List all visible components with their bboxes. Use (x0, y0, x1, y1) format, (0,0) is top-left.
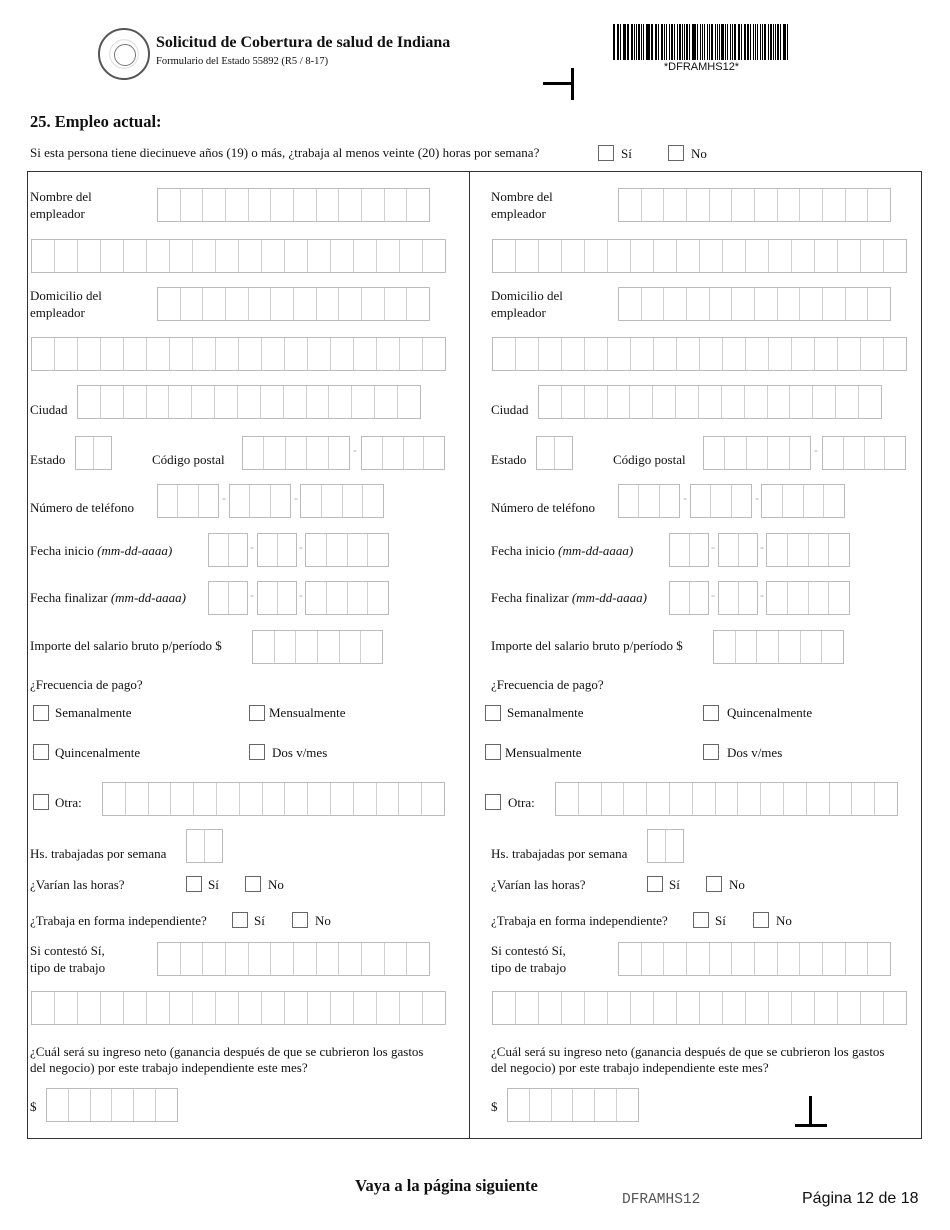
net-income-input-right[interactable] (507, 1088, 639, 1122)
net-income-label: ¿Cuál será su ingreso neto (ganancia después de que se cubrieron los gastos (491, 1044, 885, 1059)
separator-dash: - (353, 443, 357, 457)
zip4-input-right[interactable] (822, 436, 906, 470)
weekly-label: Semanalmente (55, 705, 132, 720)
hours-vary-yes-label: Sí (208, 877, 219, 892)
self-employed-no-label: No (315, 913, 331, 928)
zip-label: Código postal (152, 452, 225, 467)
hours-week-label: Hs. trabajadas por semana (30, 846, 167, 861)
gross-wage-input-left[interactable] (252, 630, 383, 664)
section-title: 25. Empleo actual: (30, 112, 162, 131)
end-year-input-left[interactable] (305, 581, 389, 615)
start-year-input-left[interactable] (305, 533, 389, 567)
next-page-instruction: Vaya a la página siguiente (355, 1176, 538, 1195)
end-month-input-left[interactable] (208, 581, 248, 615)
pay-frequency-label: ¿Frecuencia de pago? (30, 677, 143, 692)
separator-dash: - (760, 540, 764, 554)
monthly-checkbox-left[interactable] (249, 705, 265, 721)
biweekly-label: Quincenalmente (727, 705, 813, 720)
separator-dash: - (294, 491, 298, 505)
work-type-line2-input-left[interactable] (31, 991, 446, 1025)
date-format-hint: (mm-dd-aaaa) (97, 543, 173, 558)
gross-wage-label: Importe del salario bruto p/período $ (30, 638, 222, 653)
employer-address-label-2: empleador (491, 305, 546, 320)
twice-month-label: Dos v/mes (727, 745, 783, 760)
separator-dash: - (755, 491, 759, 505)
net-income-input-left[interactable] (46, 1088, 178, 1122)
employment-no-label: No (691, 146, 707, 161)
separator-dash: - (683, 491, 687, 505)
work-type-input-right[interactable] (618, 942, 891, 976)
phone-area-input-left[interactable] (157, 484, 219, 518)
date-format-hint: (mm-dd-aaaa) (110, 590, 186, 605)
other-checkbox-right[interactable] (485, 794, 501, 810)
date-format-hint: (mm-dd-aaaa) (571, 590, 647, 605)
end-date-label-text: Fecha finalizar (30, 590, 111, 605)
monthly-label: Mensualmente (269, 705, 346, 720)
start-year-input-right[interactable] (766, 533, 850, 567)
zip-input-left[interactable] (242, 436, 350, 470)
state-label: Estado (30, 452, 66, 467)
date-format-hint: (mm-dd-aaaa) (558, 543, 634, 558)
weekly-checkbox-left[interactable] (33, 705, 49, 721)
phone-label: Número de teléfono (491, 500, 595, 515)
self-employed-no-checkbox-left[interactable] (292, 912, 308, 928)
twice-month-checkbox-left[interactable] (249, 744, 265, 760)
start-day-input-left[interactable] (257, 533, 297, 567)
city-input-right[interactable] (538, 385, 882, 419)
end-date-label-text: Fecha finalizar (491, 590, 572, 605)
start-date-label (491, 542, 633, 559)
employer-address-input-right[interactable] (618, 287, 891, 321)
monthly-label: Mensualmente (505, 745, 582, 760)
employer-address-line2-input-left[interactable] (31, 337, 446, 371)
hours-vary-no-checkbox-left[interactable] (245, 876, 261, 892)
form-title: Solicitud de Cobertura de salud de Indiana (156, 34, 451, 51)
separator-dash: - (250, 588, 254, 602)
biweekly-checkbox-left[interactable] (33, 744, 49, 760)
end-day-input-left[interactable] (257, 581, 297, 615)
city-label: Ciudad (491, 402, 529, 417)
net-income-label-2: del negocio) por este trabajo independiente este mes? (30, 1060, 308, 1075)
employer-address-label: Domicilio del (30, 288, 102, 303)
if-yes-label: Si contestó Sí, (491, 943, 566, 958)
self-employed-label: ¿Trabaja en forma independiente? (30, 913, 207, 928)
employer-name-label-2: empleador (491, 206, 546, 221)
hours-week-input-left[interactable] (186, 829, 223, 863)
work-type-input-left[interactable] (157, 942, 430, 976)
hours-vary-no-label: No (268, 877, 284, 892)
other-input-left[interactable] (102, 782, 445, 816)
employer-name-label: Nombre del (30, 189, 92, 204)
work-type-label: tipo de trabajo (491, 960, 567, 975)
self-employed-yes-label: Sí (254, 913, 265, 928)
work-type-line2-input-right[interactable] (492, 991, 907, 1025)
hours-vary-label: ¿Varían las horas? (491, 877, 586, 892)
biweekly-checkbox-right[interactable] (703, 705, 719, 721)
dollar-label: $ (30, 1099, 37, 1114)
registration-mark-top (543, 82, 573, 85)
employer-address-label: Domicilio del (491, 288, 563, 303)
start-month-input-right[interactable] (669, 533, 709, 567)
self-employed-yes-checkbox-right[interactable] (693, 912, 709, 928)
twice-month-checkbox-right[interactable] (703, 744, 719, 760)
zip-input-right[interactable] (703, 436, 811, 470)
separator-dash: - (250, 540, 254, 554)
form-subtitle: Formulario del Estado 55892 (R5 / 8-17) (156, 56, 329, 67)
employer-name-line2-input-left[interactable] (31, 239, 446, 273)
start-date-label-text: Fecha inicio (491, 543, 559, 558)
separator-dash: - (222, 491, 226, 505)
gross-wage-input-right[interactable] (713, 630, 844, 664)
end-month-input-right[interactable] (669, 581, 709, 615)
hours-vary-yes-label: Sí (669, 877, 680, 892)
form-code: DFRAMHS12 (622, 1192, 701, 1208)
separator-dash: - (299, 588, 303, 602)
separator-dash: - (814, 443, 818, 457)
start-day-input-right[interactable] (718, 533, 758, 567)
phone-label: Número de teléfono (30, 500, 134, 515)
employer-name-label: Nombre del (491, 189, 553, 204)
end-day-input-right[interactable] (718, 581, 758, 615)
hours-vary-no-label: No (729, 877, 745, 892)
barcode-text: *DFRAMHS12* (663, 61, 740, 73)
self-employed-no-label: No (776, 913, 792, 928)
phone-line-input-right[interactable] (761, 484, 845, 518)
work-type-label: tipo de trabajo (30, 960, 106, 975)
state-input-right[interactable] (536, 436, 573, 470)
self-employed-yes-checkbox-left[interactable] (232, 912, 248, 928)
city-label: Ciudad (30, 402, 68, 417)
registration-mark-top-v (571, 68, 574, 100)
start-month-input-left[interactable] (208, 533, 248, 567)
separator-dash: - (299, 540, 303, 554)
employer-name-input-right[interactable] (618, 188, 891, 222)
employer-address-line2-input-right[interactable] (492, 337, 907, 371)
hours-week-label: Hs. trabajadas por semana (491, 846, 628, 861)
self-employed-yes-label: Sí (715, 913, 726, 928)
end-date-label (30, 589, 186, 606)
biweekly-label: Quincenalmente (55, 745, 141, 760)
net-income-label: ¿Cuál será su ingreso neto (ganancia después de que se cubrieron los gastos (30, 1044, 424, 1059)
registration-mark-bottom-v (809, 1096, 812, 1126)
separator-dash: - (760, 588, 764, 602)
other-label: Otra: (55, 795, 82, 810)
barcode (613, 24, 790, 60)
pay-frequency-label: ¿Frecuencia de pago? (491, 677, 604, 692)
page-number: Página 12 de 18 (802, 1190, 919, 1207)
zip-label: Código postal (613, 452, 686, 467)
phone-prefix-input-left[interactable] (229, 484, 291, 518)
weekly-label: Semanalmente (507, 705, 584, 720)
state-label: Estado (491, 452, 527, 467)
city-input-left[interactable] (77, 385, 421, 419)
hours-vary-label: ¿Varían las horas? (30, 877, 125, 892)
other-checkbox-left[interactable] (33, 794, 49, 810)
self-employed-label: ¿Trabaja en forma independiente? (491, 913, 668, 928)
other-input-right[interactable] (555, 782, 898, 816)
state-input-left[interactable] (75, 436, 112, 470)
indiana-seal-icon (98, 28, 150, 80)
monthly-checkbox-right[interactable] (485, 744, 501, 760)
net-income-label-2: del negocio) por este trabajo independiente este mes? (491, 1060, 769, 1075)
employer-name-input-left[interactable] (157, 188, 430, 222)
end-year-input-right[interactable] (766, 581, 850, 615)
employment-yes-checkbox[interactable] (598, 145, 614, 161)
phone-prefix-input-right[interactable] (690, 484, 752, 518)
employment-no-checkbox[interactable] (668, 145, 684, 161)
employer-address-label-2: empleador (30, 305, 85, 320)
start-date-label (30, 542, 172, 559)
phone-line-input-left[interactable] (300, 484, 384, 518)
end-date-label (491, 589, 647, 606)
weekly-checkbox-right[interactable] (485, 705, 501, 721)
twice-month-label: Dos v/mes (272, 745, 328, 760)
hours-week-input-right[interactable] (647, 829, 684, 863)
employer-address-input-left[interactable] (157, 287, 430, 321)
employer-name-line2-input-right[interactable] (492, 239, 907, 273)
self-employed-no-checkbox-right[interactable] (753, 912, 769, 928)
hours-vary-no-checkbox-right[interactable] (706, 876, 722, 892)
separator-dash: - (711, 540, 715, 554)
phone-area-input-right[interactable] (618, 484, 680, 518)
if-yes-label: Si contestó Sí, (30, 943, 105, 958)
gross-wage-label: Importe del salario bruto p/período $ (491, 638, 683, 653)
hours-vary-yes-checkbox-right[interactable] (647, 876, 663, 892)
start-date-label-text: Fecha inicio (30, 543, 98, 558)
separator-dash: - (711, 588, 715, 602)
hours-vary-yes-checkbox-left[interactable] (186, 876, 202, 892)
zip4-input-left[interactable] (361, 436, 445, 470)
employer-name-label-2: empleador (30, 206, 85, 221)
dollar-label: $ (491, 1099, 498, 1114)
employment-yes-label: Sí (621, 146, 632, 161)
employment-question: Si esta persona tiene diecinueve años (19) o más, ¿trabaja al menos veinte (20) horas por semana? (30, 145, 540, 160)
other-label: Otra: (508, 795, 535, 810)
